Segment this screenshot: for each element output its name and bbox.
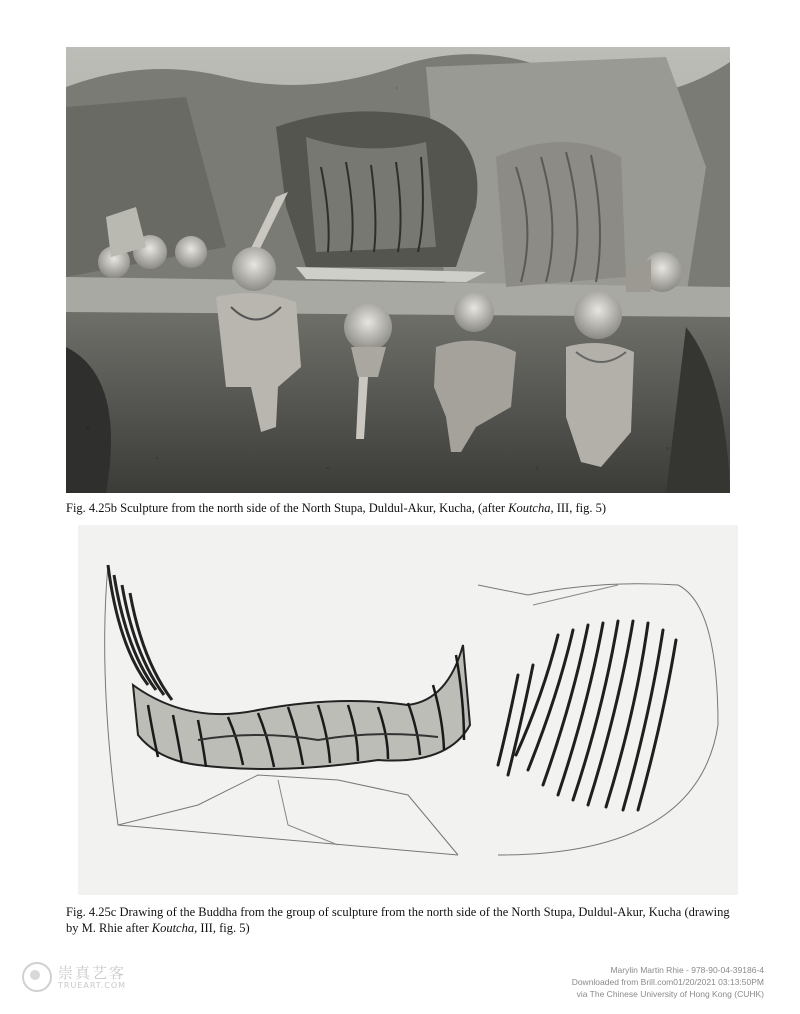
sculpture-photo-image: [66, 47, 730, 493]
watermark-cn: 崇真艺客: [58, 963, 127, 982]
caption-b-suffix: , III, fig. 5): [550, 501, 607, 515]
watermark-en: TRUEART.COM: [58, 980, 127, 990]
buddha-drawing: [78, 525, 738, 895]
caption-c-italic: Koutcha: [151, 921, 195, 935]
caption-b-italic: Koutcha: [508, 501, 551, 515]
caption-c-text: Fig. 4.25c Drawing of the Buddha from the group of sculpture from the north side of the North Stupa, Duldul-Akur, Kucha (drawing by M. Rhie after: [66, 905, 730, 935]
excavation-photograph: [66, 47, 730, 493]
figure-caption-b: [66, 500, 736, 516]
download-line-3: via The Chinese University of Hong Kong (CUHK): [576, 989, 764, 999]
download-info: [572, 964, 764, 1000]
caption-b-text: Fig. 4.25b Sculpture from the north side of the North Stupa, Duldul-Akur, Kucha, (after: [66, 501, 509, 515]
trueart-watermark: [22, 962, 126, 992]
trueart-logo-icon: [22, 962, 52, 992]
download-line-1: Marylin Martin Rhie - 978-90-04-39186-4: [610, 965, 764, 975]
download-line-2: Downloaded from Brill.com01/20/2021 03:13:50PM: [571, 977, 764, 987]
drapery-drawing-image: [78, 525, 738, 895]
figure-caption-c: [66, 904, 736, 936]
caption-c-suffix: , III, fig. 5): [194, 921, 250, 935]
